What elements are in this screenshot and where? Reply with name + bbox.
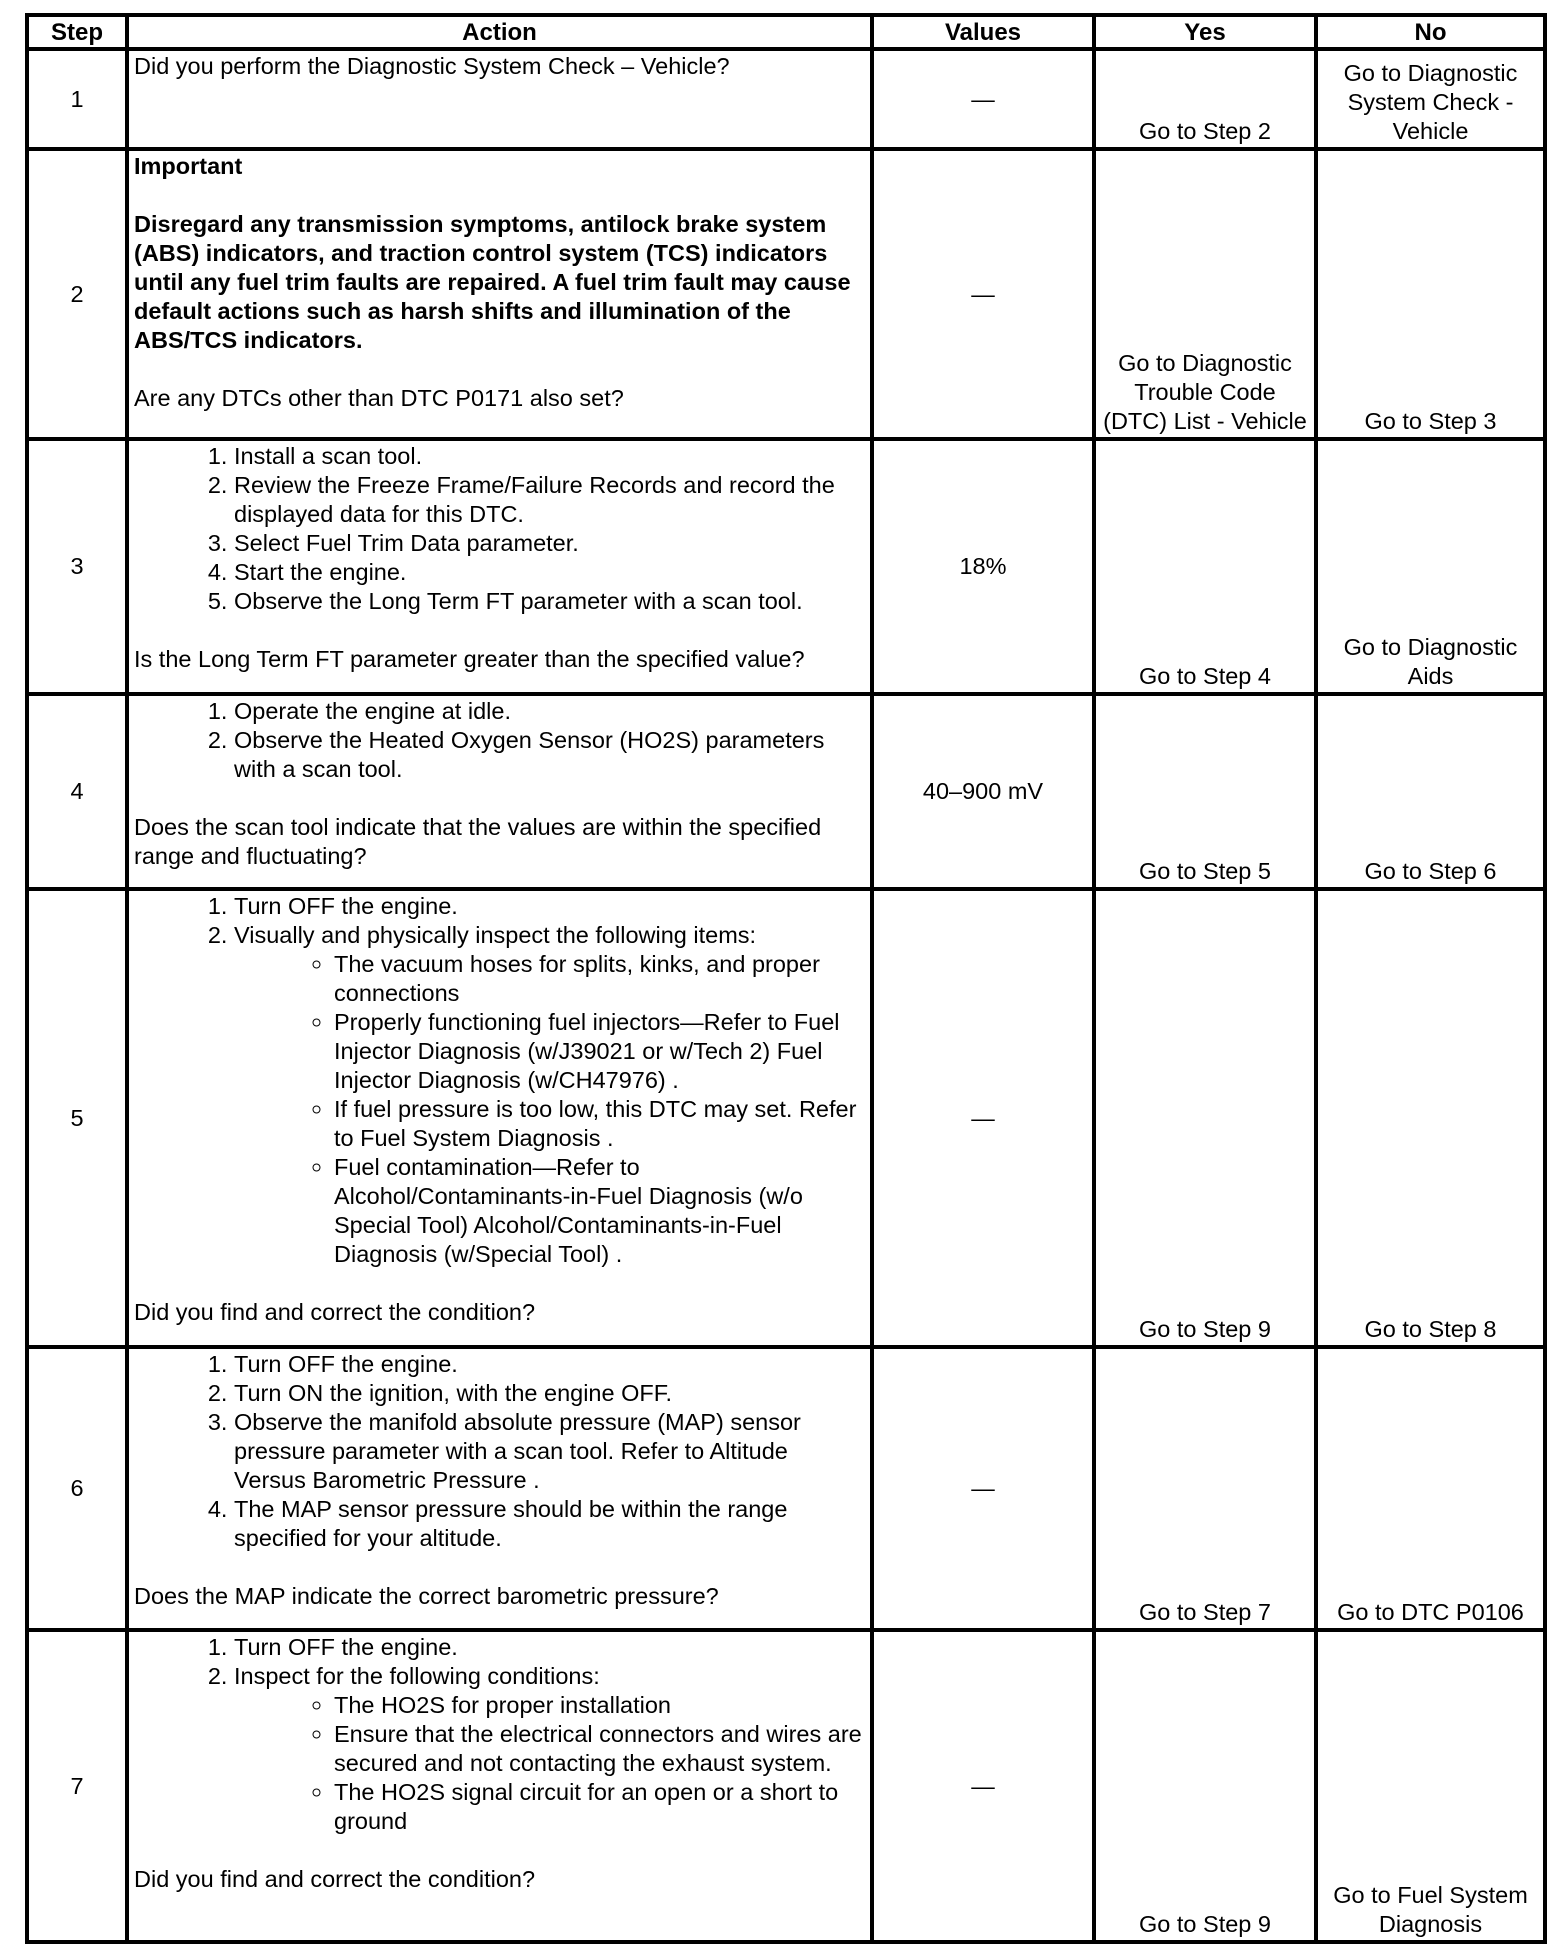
- list-item: 3. Select Fuel Trim Data parameter.: [234, 529, 865, 558]
- question-text: Does the scan tool indicate that the values are within the specified range and fluctuating?: [134, 814, 822, 869]
- list-item: 3. Observe the manifold absolute pressure (MAP) sensor pressure parameter with a scan tool. Refer to Altitude Versus Barometric Pressure .: [234, 1408, 865, 1495]
- list-item: 2. Review the Freeze Frame/Failure Records and record the displayed data for this DTC.: [234, 471, 865, 529]
- header-step: Step: [27, 15, 127, 49]
- sub-list-item: ◦ Properly functioning fuel injectors—Refer to Fuel Injector Diagnosis (w/J39021 or w/Tech 2) Fuel Injector Diagnosis (w/CH47976) .: [334, 1008, 865, 1095]
- sub-list-item: ◦ Fuel contamination—Refer to Alcohol/Contaminants-in-Fuel Diagnosis (w/o Special Tool) Alcohol/Contaminants-in-Fuel Diagnosis (w/Special Tool) .: [334, 1153, 865, 1269]
- no-cell: Go to Diagnostic System Check - Vehicle: [1316, 49, 1545, 149]
- sub-list-item: ◦ If fuel pressure is too low, this DTC may set. Refer to Fuel System Diagnosis .: [334, 1095, 865, 1153]
- yes-cell: Go to Diagnostic Trouble Code (DTC) List - Vehicle: [1094, 149, 1316, 439]
- no-cell: Go to Step 6: [1316, 694, 1545, 889]
- sub-list-item: ◦ The HO2S for proper installation: [334, 1691, 865, 1720]
- list-item: [234, 921, 865, 1269]
- diagnostic-table: [25, 13, 1547, 1944]
- action-steps: [134, 1350, 865, 1553]
- header-values: Values: [872, 15, 1094, 49]
- step-number: 2: [27, 149, 127, 439]
- action-cell: [127, 1347, 872, 1630]
- list-item: 4. Start the engine.: [234, 558, 865, 587]
- table-row: [27, 1347, 1545, 1630]
- value-cell: —: [872, 149, 1094, 439]
- diagnostic-table-container: [25, 13, 1543, 1944]
- step-number: 6: [27, 1347, 127, 1630]
- action-steps: [134, 697, 865, 784]
- action-cell: [127, 694, 872, 889]
- step-number: 5: [27, 889, 127, 1347]
- header-action: Action: [127, 15, 872, 49]
- list-item: 1. Install a scan tool.: [234, 442, 865, 471]
- no-cell: Go to Step 3: [1316, 149, 1545, 439]
- list-item: 2. Turn ON the ignition, with the engine OFF.: [234, 1379, 865, 1408]
- list-item: 2. Observe the Heated Oxygen Sensor (HO2S) parameters with a scan tool.: [234, 726, 865, 784]
- sub-list-item: ◦ The vacuum hoses for splits, kinks, and proper connections: [334, 950, 865, 1008]
- list-item-text: Inspect for the following conditions:: [234, 1663, 600, 1689]
- header-no: No: [1316, 15, 1545, 49]
- yes-cell: Go to Step 4: [1094, 439, 1316, 694]
- list-item: 1. Turn OFF the engine.: [234, 1350, 865, 1379]
- table-row: [27, 694, 1545, 889]
- action-cell: [127, 1630, 872, 1942]
- yes-cell: Go to Step 5: [1094, 694, 1316, 889]
- list-item-text: Visually and physically inspect the following items:: [234, 922, 757, 948]
- yes-cell: Go to Step 7: [1094, 1347, 1316, 1630]
- value-cell: 40–900 mV: [872, 694, 1094, 889]
- list-item: 4. The MAP sensor pressure should be within the range specified for your altitude.: [234, 1495, 865, 1553]
- action-cell: [127, 439, 872, 694]
- sub-list: [234, 950, 865, 1269]
- action-cell: [127, 149, 872, 439]
- table-row: [27, 439, 1545, 694]
- table-row: [27, 149, 1545, 439]
- action-cell: [127, 889, 872, 1347]
- sub-list-item: ◦ Ensure that the electrical connectors and wires are secured and not contacting the exhaust system.: [334, 1720, 865, 1778]
- no-cell: Go to Step 8: [1316, 889, 1545, 1347]
- question-text: Did you perform the Diagnostic System Check – Vehicle?: [134, 53, 730, 79]
- action-cell: [127, 49, 872, 149]
- important-text: Disregard any transmission symptoms, antilock brake system (ABS) indicators, and traction control system (TCS) indicators until any fuel trim faults are repaired. A fuel trim fault may cause default actions such as harsh shifts and illumination of the ABS/TCS indicators.: [134, 211, 851, 353]
- table-row: [27, 889, 1545, 1347]
- step-number: 7: [27, 1630, 127, 1942]
- header-row: [27, 15, 1545, 49]
- value-cell: —: [872, 49, 1094, 149]
- value-cell: —: [872, 1347, 1094, 1630]
- sub-list-item: ◦ The HO2S signal circuit for an open or a short to ground: [334, 1778, 865, 1836]
- table-row: [27, 49, 1545, 149]
- yes-cell: Go to Step 9: [1094, 1630, 1316, 1942]
- list-item: 1. Operate the engine at idle.: [234, 697, 865, 726]
- action-steps: [134, 892, 865, 1269]
- step-number: 4: [27, 694, 127, 889]
- yes-cell: Go to Step 2: [1094, 49, 1316, 149]
- table-row: [27, 1630, 1545, 1942]
- value-cell: —: [872, 1630, 1094, 1942]
- no-cell: Go to Fuel System Diagnosis: [1316, 1630, 1545, 1942]
- sub-list: [234, 1691, 865, 1836]
- value-cell: —: [872, 889, 1094, 1347]
- important-title: Important: [134, 153, 243, 179]
- list-item: 1. Turn OFF the engine.: [234, 892, 865, 921]
- action-steps: [134, 442, 865, 616]
- step-number: 3: [27, 439, 127, 694]
- list-item: [234, 1662, 865, 1836]
- action-steps: [134, 1633, 865, 1836]
- no-cell: Go to Diagnostic Aids: [1316, 439, 1545, 694]
- header-yes: Yes: [1094, 15, 1316, 49]
- value-cell: 18%: [872, 439, 1094, 694]
- step-number: 1: [27, 49, 127, 149]
- yes-cell: Go to Step 9: [1094, 889, 1316, 1347]
- question-text: Did you find and correct the condition?: [134, 1866, 536, 1892]
- question-text: Are any DTCs other than DTC P0171 also set?: [134, 385, 624, 411]
- question-text: Is the Long Term FT parameter greater than the specified value?: [134, 646, 805, 672]
- list-item: 5. Observe the Long Term FT parameter with a scan tool.: [234, 587, 865, 616]
- no-cell: Go to DTC P0106: [1316, 1347, 1545, 1630]
- question-text: Did you find and correct the condition?: [134, 1299, 536, 1325]
- question-text: Does the MAP indicate the correct barometric pressure?: [134, 1583, 719, 1609]
- list-item: 1. Turn OFF the engine.: [234, 1633, 865, 1662]
